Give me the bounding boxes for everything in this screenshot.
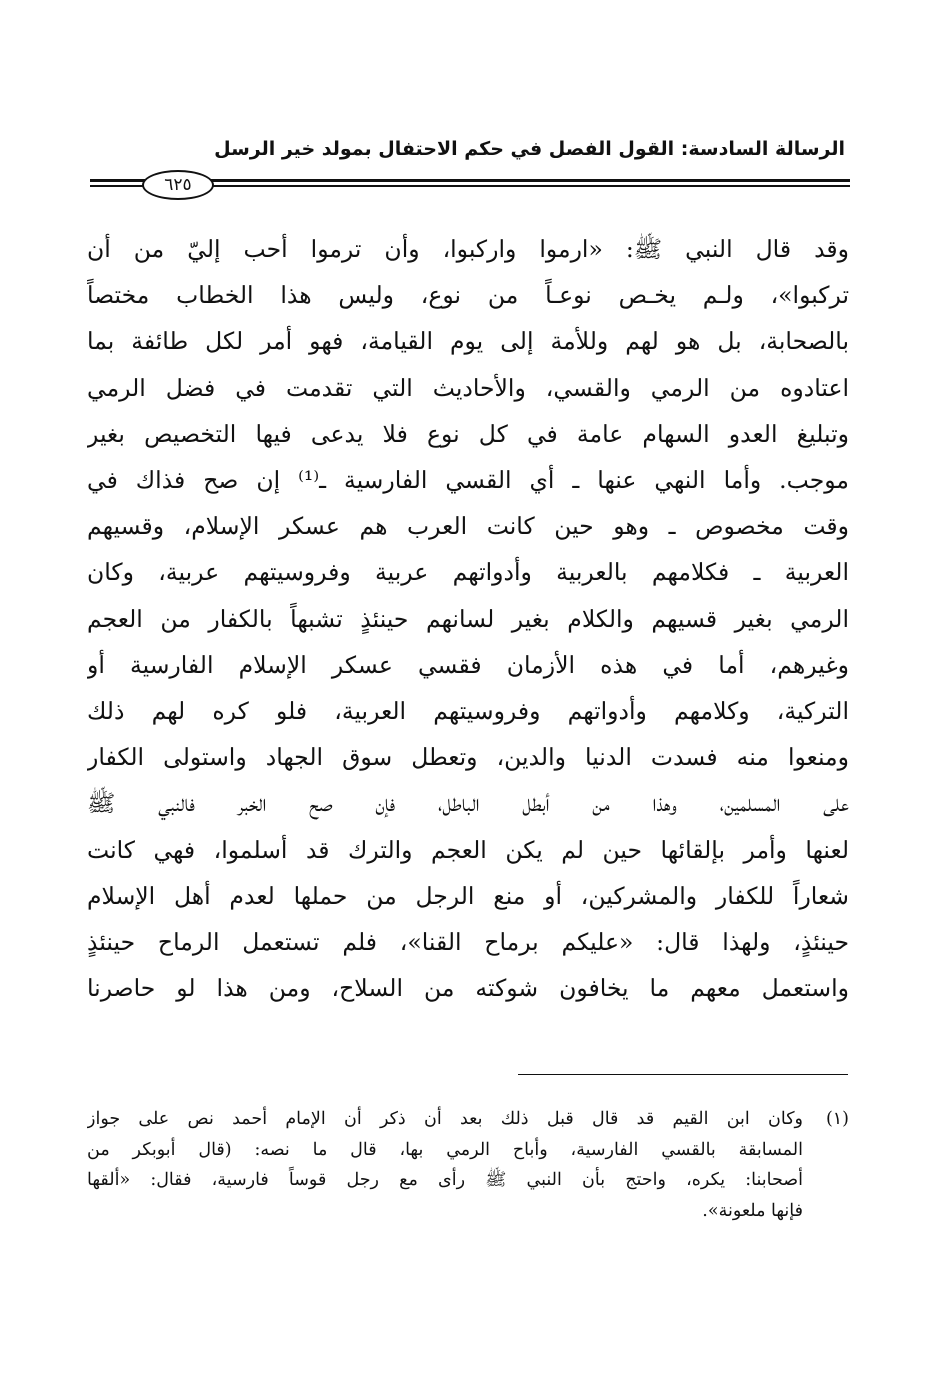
header-rule [90, 170, 850, 198]
body-line: ومنعوا منه فسدت الدنيا والدين، وتعطل سوق الجهاد واستولى الكفار [87, 743, 849, 772]
body-line: تركبوا»، ولـم يخـص نوعـاً من نوع، وليس هذا الخطاب مختصاً [87, 281, 849, 310]
body-line: وقد قال النبي ﷺ: «ارموا واركبوا، وأن ترموا أحب إليّ من أن [87, 235, 849, 263]
body-line: على المسلمين، وهذا من أبطل الباطل، فإن صح الخبر فالنبي ﷺ [87, 789, 849, 818]
footnote-separator [518, 1074, 848, 1075]
body-line: موجب. وأما النهي عنها ـ أي القسي الفارسية ـ⁽¹⁾ إن صح فذاك في [87, 466, 849, 495]
body-line: الرمي بغير قسيهم والكلام بغير لسانهم حينئذٍ تشبهاً بالكفار من العجم [87, 604, 849, 633]
footnote-line: أصحابنا: يكره، واحتج بأن النبي ﷺ رأى مع رجل قوساً فارسية، فقال: «ألقها [87, 1170, 803, 1190]
running-header: الرسالة السادسة: القول الفصل في حكم الاحتفال بمولد خير الرسل [214, 138, 845, 160]
body-line: واستعمل معهم ما يخافون شوكته من السلاح، ومن هذا لو حاصرنا [87, 974, 849, 1003]
body-line: بالصحابة، بل هو لهم وللأمة إلى يوم القيامة، فهو أمر لكل طائفة بما [87, 327, 849, 356]
footnote-marker: (١) [825, 1109, 849, 1129]
footnote-line: المسابقة بالقسي الفارسية، وأباح الرمي بها، قال ما نصه: (قال أبوبكر من [87, 1139, 803, 1160]
body-line: حينئذٍ، ولهذا قال: «عليكم برماح القنا»، فلم تستعمل الرماح حينئذٍ [87, 928, 849, 957]
footnote-line: وكان ابن القيم قد قال قبل ذلك بعد أن ذكر أن الإمام أحمد نص على جواز [87, 1109, 803, 1129]
body-line: شعاراً للكفار والمشركين، أو منع الرجل من حملها لعدم أهل الإسلام [87, 881, 849, 910]
body-text [87, 226, 849, 1011]
page-number: ٦٢٥ [142, 170, 214, 200]
body-line: وغيرهم، أما في هذه الأزمان فقسي عسكر الإسلام الفارسية أو [87, 650, 849, 679]
body-line: وقت مخصوص ـ وهو حين كانت العرب هم عسكر الإسلام، وقسيهم [87, 512, 849, 541]
footnote-text [87, 1104, 803, 1226]
body-line: لعنها وأمر بإلقائها حين لم يكن العجم والترك قد أسلموا، فهي كانت [87, 835, 849, 864]
body-line: العربية ـ فكلامهم بالعربية وأدواتهم عربية وفروسيتهم عربية، وكان [87, 558, 849, 587]
body-line: التركية، وكلامهم وأدواتهم وفروسيتهم العربية، فلو كره لهم ذلك [87, 697, 849, 726]
body-line: اعتادوه من الرمي والقسي، والأحاديث التي تقدمت في فضل الرمي [87, 373, 849, 402]
body-line: وتبليغ العدو السهام عامة في كل نوع فلا يدعى فيها التخصيص بغير [87, 419, 849, 448]
footnote [87, 1104, 849, 1226]
footnote-line: فإنها ملعونة». [702, 1200, 803, 1221]
